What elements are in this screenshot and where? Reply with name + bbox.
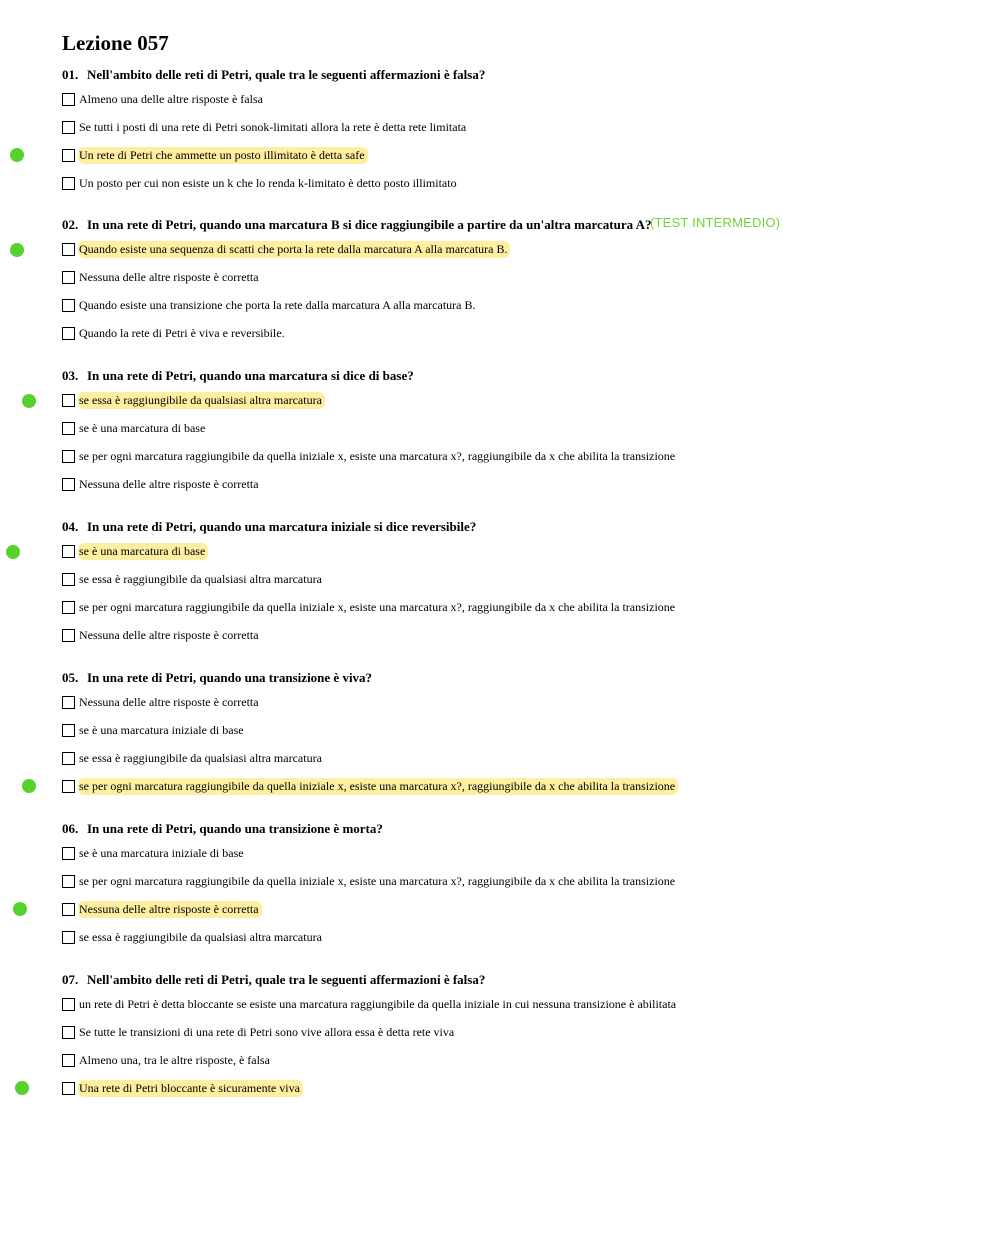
correct-answer-marker-icon — [10, 243, 24, 257]
answer-text: Nessuna delle altre risposte è corretta — [79, 270, 259, 285]
answer-checkbox[interactable] — [62, 1082, 75, 1095]
answer-checkbox[interactable] — [62, 394, 75, 407]
answer-checkbox[interactable] — [62, 847, 75, 860]
answer-text: Nessuna delle altre risposte è corretta — [79, 627, 259, 642]
answer-option[interactable] — [62, 689, 962, 717]
answer-option[interactable] — [62, 443, 962, 471]
correct-answer-marker-icon — [22, 779, 36, 793]
answer-option[interactable] — [62, 415, 962, 443]
answer-option[interactable] — [62, 621, 962, 649]
question-header — [62, 66, 962, 84]
answer-text: se essa è raggiungibile da qualsiasi altra marcatura — [79, 929, 322, 944]
question-header — [62, 518, 962, 536]
answer-text: se è una marcatura iniziale di base — [79, 846, 244, 861]
question-number: 07. — [62, 972, 79, 987]
answer-checkbox[interactable] — [62, 149, 75, 162]
answer-text: Se tutti i posti di una rete di Petri sonok-limitati allora la rete è detta rete limitata — [79, 120, 467, 135]
answer-checkbox[interactable] — [62, 271, 75, 284]
answer-checkbox[interactable] — [62, 752, 75, 765]
option-list — [62, 387, 962, 498]
answer-checkbox[interactable] — [62, 875, 75, 888]
question-number: 01. — [62, 67, 79, 82]
answer-text: se per ogni marcatura raggiungibile da quella iniziale x, esiste una marcatura x?, raggiungibile da x che abilita la transizione — [79, 448, 676, 463]
answer-text: Quando la rete di Petri è viva e reversibile. — [79, 325, 285, 340]
answer-checkbox[interactable] — [62, 243, 75, 256]
answer-checkbox[interactable] — [62, 724, 75, 737]
question-text: Nell'ambito delle reti di Petri, quale tra le seguenti affermazioni è falsa? — [87, 67, 486, 82]
question-4 — [62, 518, 962, 649]
question-2 — [62, 216, 962, 347]
answer-option[interactable] — [62, 896, 962, 924]
correct-answer-marker-icon — [10, 148, 24, 162]
answer-option[interactable] — [62, 717, 962, 745]
answer-checkbox[interactable] — [62, 545, 75, 558]
answer-option[interactable] — [62, 86, 962, 114]
question-text: In una rete di Petri, quando una transizione è morta? — [87, 821, 383, 836]
answer-option[interactable] — [62, 745, 962, 773]
answer-text: se è una marcatura di base — [79, 421, 206, 436]
option-list — [62, 538, 962, 649]
question-6 — [62, 820, 962, 951]
question-header — [62, 820, 962, 838]
answer-checkbox[interactable] — [62, 1026, 75, 1039]
answer-option[interactable] — [62, 594, 962, 622]
answer-checkbox[interactable] — [62, 299, 75, 312]
option-list — [62, 840, 962, 951]
option-list — [62, 86, 962, 197]
answer-text: se essa è raggiungibile da qualsiasi altra marcatura — [79, 750, 322, 765]
answer-checkbox[interactable] — [62, 121, 75, 134]
answer-text: Nessuna delle altre risposte è corretta — [78, 901, 262, 918]
answer-option[interactable] — [62, 991, 962, 1019]
option-list — [62, 689, 962, 800]
answer-text: Un rete di Petri che ammette un posto illimitato è detta safe — [78, 147, 368, 164]
answer-text: Nessuna delle altre risposte è corretta — [79, 695, 259, 710]
correct-answer-marker-icon — [13, 902, 27, 916]
question-tag: (TEST INTERMEDIO) — [650, 215, 781, 230]
answer-option[interactable] — [62, 868, 962, 896]
answer-checkbox[interactable] — [62, 780, 75, 793]
option-list — [62, 991, 962, 1102]
answer-text: Una rete di Petri bloccante è sicuramente viva — [78, 1080, 303, 1097]
answer-text: Almeno una, tra le altre risposte, è falsa — [79, 1052, 270, 1067]
answer-option[interactable] — [62, 292, 962, 320]
question-number: 04. — [62, 519, 79, 534]
answer-text: se essa è raggiungibile da qualsiasi altra marcatura — [78, 392, 325, 409]
answer-text: se è una marcatura iniziale di base — [79, 723, 244, 738]
answer-option[interactable] — [62, 566, 962, 594]
answer-checkbox[interactable] — [62, 422, 75, 435]
answer-option[interactable] — [62, 470, 962, 498]
answer-option[interactable] — [62, 236, 962, 264]
question-number: 02. — [62, 217, 79, 232]
answer-text: se per ogni marcatura raggiungibile da quella iniziale x, esiste una marcatura x?, raggiungibile da x che abilita la transizione — [78, 778, 678, 795]
answer-option[interactable] — [62, 923, 962, 951]
answer-text: Almeno una delle altre risposte è falsa — [79, 92, 263, 107]
answer-text: Quando esiste una sequenza di scatti che porta la rete dalla marcatura A alla marcatura B. — [78, 241, 510, 258]
answer-option[interactable] — [62, 387, 962, 415]
answer-option[interactable] — [62, 840, 962, 868]
answer-checkbox[interactable] — [62, 93, 75, 106]
answer-option[interactable] — [62, 114, 962, 142]
question-7 — [62, 971, 962, 1102]
question-number: 06. — [62, 821, 79, 836]
answer-text: Un posto per cui non esiste un k che lo renda k-limitato è detto posto illimitato — [79, 175, 457, 190]
answer-checkbox[interactable] — [62, 903, 75, 916]
question-text: Nell'ambito delle reti di Petri, quale tra le seguenti affermazioni è falsa? — [87, 972, 486, 987]
answer-option[interactable] — [62, 772, 962, 800]
answer-option[interactable] — [62, 264, 962, 292]
answer-checkbox[interactable] — [62, 601, 75, 614]
question-text: In una rete di Petri, quando una marcatura si dice di base? — [87, 368, 414, 383]
answer-checkbox[interactable] — [62, 177, 75, 190]
answer-option[interactable] — [62, 538, 962, 566]
question-number: 03. — [62, 368, 79, 383]
answer-text: se per ogni marcatura raggiungibile da quella iniziale x, esiste una marcatura x?, raggiungibile da x che abilita la transizione — [79, 874, 676, 889]
answer-checkbox[interactable] — [62, 450, 75, 463]
question-5 — [62, 669, 962, 800]
answer-text: Nessuna delle altre risposte è corretta — [79, 476, 259, 491]
question-header — [62, 367, 962, 385]
question-3 — [62, 367, 962, 498]
correct-answer-marker-icon — [6, 545, 20, 559]
question-header — [62, 971, 962, 989]
answer-text: un rete di Petri è detta bloccante se esiste una marcatura raggiungibile da quella iniziale in cui nessuna transizione è abilitata — [79, 997, 677, 1012]
answer-checkbox[interactable] — [62, 327, 75, 340]
answer-option[interactable] — [62, 169, 962, 197]
answer-text: Se tutte le transizioni di una rete di Petri sono vive allora essa è detta rete viva — [79, 1025, 455, 1040]
question-header — [62, 216, 962, 234]
page-title: Lezione 057 — [62, 31, 169, 55]
answer-checkbox[interactable] — [62, 1054, 75, 1067]
answer-checkbox[interactable] — [62, 931, 75, 944]
answer-checkbox[interactable] — [62, 478, 75, 491]
correct-answer-marker-icon — [22, 394, 36, 408]
question-number: 05. — [62, 670, 79, 685]
answer-option[interactable] — [62, 319, 962, 347]
answer-checkbox[interactable] — [62, 998, 75, 1011]
answer-checkbox[interactable] — [62, 573, 75, 586]
answer-option[interactable] — [62, 142, 962, 170]
answer-text: se essa è raggiungibile da qualsiasi altra marcatura — [79, 572, 322, 587]
answer-checkbox[interactable] — [62, 629, 75, 642]
answer-checkbox[interactable] — [62, 696, 75, 709]
answer-option[interactable] — [62, 1047, 962, 1075]
question-text: In una rete di Petri, quando una marcatura iniziale si dice reversibile? — [87, 519, 477, 534]
question-1 — [62, 66, 962, 197]
correct-answer-marker-icon — [15, 1081, 29, 1095]
question-text: In una rete di Petri, quando una marcatura B si dice raggiungibile a partire da un'altra marcatura A? — [87, 217, 652, 232]
answer-text: se è una marcatura di base — [78, 543, 208, 560]
answer-text: Quando esiste una transizione che porta la rete dalla marcatura A alla marcatura B. — [79, 297, 476, 312]
answer-option[interactable] — [62, 1074, 962, 1102]
answer-text: se per ogni marcatura raggiungibile da quella iniziale x, esiste una marcatura x?, raggiungibile da x che abilita la transizione — [79, 599, 676, 614]
question-text: In una rete di Petri, quando una transizione è viva? — [87, 670, 373, 685]
question-header — [62, 669, 962, 687]
answer-option[interactable] — [62, 1019, 962, 1047]
option-list — [62, 236, 962, 347]
